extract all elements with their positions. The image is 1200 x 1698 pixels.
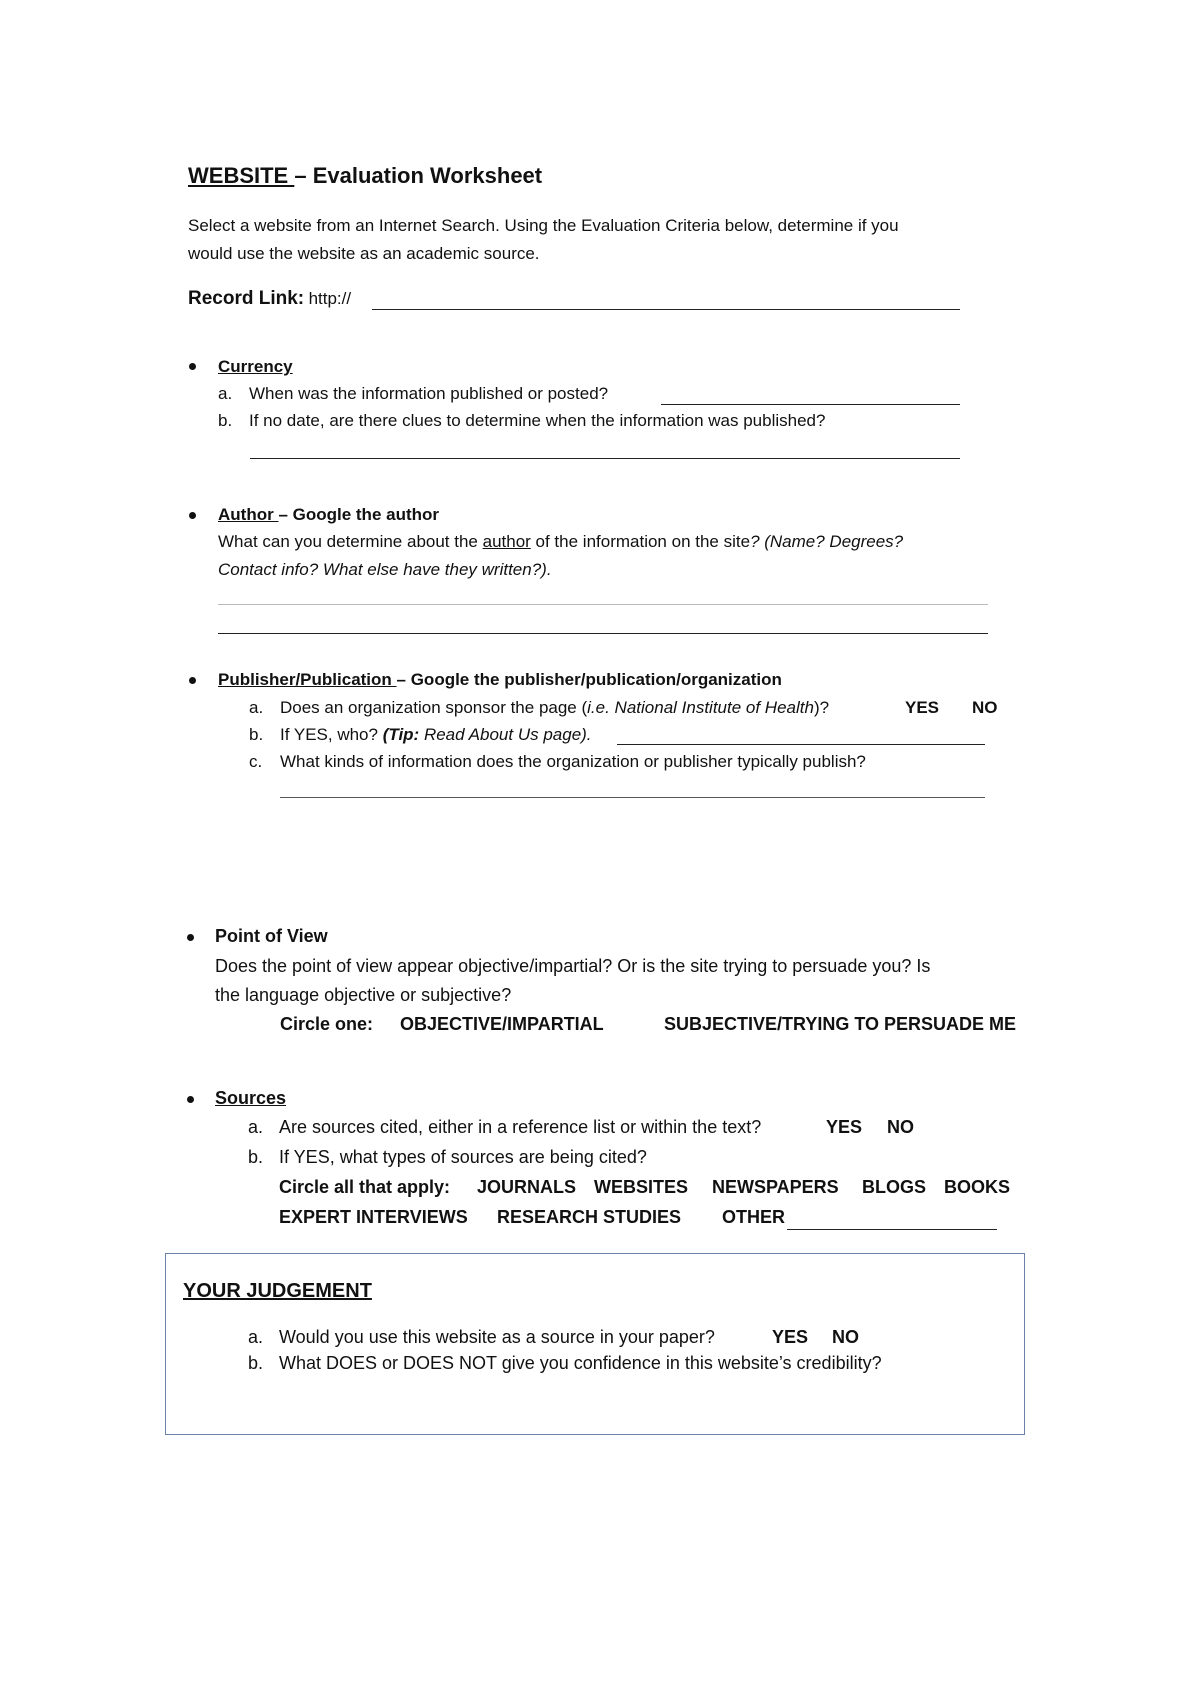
judgement-b-marker: b.	[248, 1353, 264, 1373]
record-link-prefix: http://	[308, 289, 352, 308]
author-answer-line-2[interactable]	[218, 633, 988, 634]
judgement-a-no[interactable]: NO	[832, 1327, 859, 1347]
source-type-research-studies[interactable]: RESEARCH STUDIES	[497, 1207, 682, 1227]
currency-b-marker: b.	[218, 411, 233, 430]
publisher-heading-label: Publisher/Publication	[218, 670, 397, 689]
title-main: WEBSITE	[188, 163, 295, 188]
author-line-1-post: of the information on the site	[530, 532, 751, 551]
judgement-question-a: Would you use this website as a source in your paper?	[279, 1327, 715, 1347]
author-heading-rest: – Google the author	[278, 505, 439, 524]
author-answer-line-1[interactable]	[218, 604, 988, 605]
bullet-icon	[189, 512, 196, 519]
source-type-blogs[interactable]: BLOGS	[862, 1177, 927, 1197]
publisher-tip-italic: Read About Us page).	[419, 725, 592, 744]
bullet-icon	[189, 677, 196, 684]
record-link	[188, 288, 351, 310]
publisher-question-c: What kinds of information does the organization or publisher typically publish?	[280, 752, 866, 771]
sources-apply-label: Circle all that apply:	[279, 1177, 451, 1197]
judgement-question-b: What DOES or DOES NOT give you confidence in this website’s credibility?	[279, 1353, 882, 1373]
record-link-label: Record Link:	[188, 288, 305, 309]
currency-a-answer-field[interactable]	[661, 404, 960, 405]
pov-heading: Point of View	[215, 926, 328, 946]
source-type-newspapers[interactable]: NEWSPAPERS	[712, 1177, 839, 1197]
sources-a-yes[interactable]: YES	[826, 1117, 863, 1137]
bullet-icon	[187, 934, 194, 941]
publisher-b-text: If YES, who?	[280, 725, 378, 744]
pov-line-2: the language objective or subjective?	[215, 985, 512, 1005]
source-type-expert-interviews[interactable]: EXPERT INTERVIEWS	[279, 1207, 468, 1227]
bullet-icon	[187, 1096, 194, 1103]
author-heading	[218, 505, 439, 525]
publisher-tip-bold: (Tip:	[382, 725, 420, 744]
publisher-heading	[218, 670, 782, 690]
publisher-a-yes[interactable]: YES	[905, 698, 940, 717]
judgement-a-yes[interactable]: YES	[772, 1327, 809, 1347]
author-heading-label: Author	[218, 505, 279, 524]
publisher-a-italic: i.e. National Institute of Health	[587, 698, 814, 717]
publisher-a-no[interactable]: NO	[972, 698, 998, 717]
author-line-2: Contact info? What else have they written?).	[218, 560, 552, 579]
pov-option-subjective[interactable]: SUBJECTIVE/TRYING TO PERSUADE ME	[664, 1014, 1017, 1034]
author-line-1-pre: What can you determine about the	[218, 532, 483, 551]
currency-a-marker: a.	[218, 384, 233, 403]
publisher-a-marker: a.	[249, 698, 264, 717]
source-type-websites[interactable]: WEBSITES	[594, 1177, 689, 1197]
sources-heading: Sources	[215, 1088, 287, 1108]
publisher-b-marker: b.	[249, 725, 264, 744]
source-type-journals[interactable]: JOURNALS	[477, 1177, 577, 1197]
currency-question-a: When was the information published or posted?	[249, 384, 609, 403]
record-link-field[interactable]	[372, 309, 960, 310]
publisher-c-answer-field[interactable]	[280, 797, 985, 798]
pov-line-1: Does the point of view appear objective/impartial? Or is the site trying to persuade you? Is	[215, 956, 931, 976]
publisher-b-answer-field[interactable]	[617, 744, 985, 745]
publisher-heading-rest: – Google the publisher/publication/organization	[396, 670, 782, 689]
intro-line-1: Select a website from an Internet Search. Using the Evaluation Criteria below, determine if you	[188, 216, 899, 235]
currency-question-b: If no date, are there clues to determine when the information was published?	[249, 411, 826, 430]
judgement-a-marker: a.	[248, 1327, 264, 1347]
source-type-other[interactable]: OTHER	[722, 1207, 785, 1227]
publisher-a-pre: Does an organization sponsor the page (	[280, 698, 588, 717]
source-type-books[interactable]: BOOKS	[944, 1177, 1011, 1197]
judgement-heading: YOUR JUDGEMENT	[183, 1280, 372, 1302]
sources-b-marker: b.	[248, 1147, 264, 1167]
page-title	[188, 163, 542, 189]
sources-other-field[interactable]	[787, 1229, 997, 1230]
title-rest: – Evaluation Worksheet	[294, 163, 543, 188]
author-line-1	[218, 532, 903, 552]
publisher-question-a	[280, 698, 829, 718]
sources-a-no[interactable]: NO	[887, 1117, 914, 1137]
intro-line-2: would use the website as an academic source.	[188, 244, 540, 263]
publisher-c-marker: c.	[249, 752, 263, 771]
author-link-word: author	[482, 532, 531, 551]
currency-b-answer-field[interactable]	[250, 458, 960, 459]
publisher-question-b	[280, 725, 592, 745]
author-line-1-italic: ? (Name? Degrees?	[750, 532, 904, 551]
pov-circle-label: Circle one:	[280, 1014, 374, 1034]
sources-question-a: Are sources cited, either in a reference list or within the text?	[279, 1117, 762, 1137]
sources-a-marker: a.	[248, 1117, 264, 1137]
pov-option-objective[interactable]: OBJECTIVE/IMPARTIAL	[400, 1014, 604, 1034]
sources-question-b: If YES, what types of sources are being cited?	[279, 1147, 647, 1167]
bullet-icon	[189, 363, 196, 370]
currency-heading: Currency	[218, 357, 293, 376]
publisher-a-post: )?	[813, 698, 830, 717]
